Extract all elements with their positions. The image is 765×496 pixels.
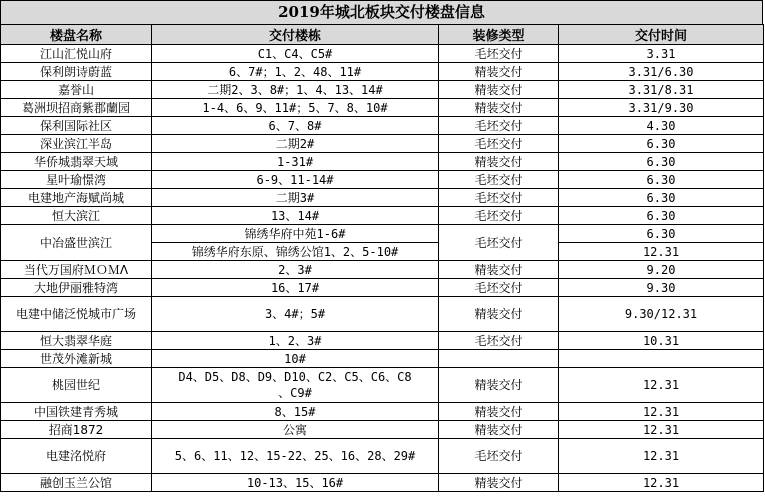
project-name: 葛洲坝招商紫郡蘭园 bbox=[1, 99, 152, 117]
table-row bbox=[1, 403, 764, 421]
table-row bbox=[1, 189, 764, 207]
date-cell: 12.31 bbox=[559, 439, 764, 474]
table-row bbox=[1, 171, 764, 189]
buildings-cell: 13、14# bbox=[152, 207, 439, 225]
date-cell: 12.31 bbox=[559, 421, 764, 439]
date-cell: 12.31 bbox=[559, 368, 764, 403]
sheet-title: 2019年城北板块交付楼盘信息 bbox=[0, 0, 763, 25]
buildings-cell: 锦绣华府东原、锦绣公馆1、2、5-10# bbox=[152, 243, 439, 261]
project-name: 深业滨江半岛 bbox=[1, 135, 152, 153]
project-name: 中冶盛世滨江 bbox=[1, 225, 152, 261]
project-name: 招商1872 bbox=[1, 421, 152, 439]
date-cell bbox=[559, 350, 764, 368]
project-name: 保利国际社区 bbox=[1, 117, 152, 135]
buildings-cell: 1-31# bbox=[152, 153, 439, 171]
date-cell: 4.30 bbox=[559, 117, 764, 135]
date-cell: 12.31 bbox=[559, 403, 764, 421]
table-row bbox=[1, 63, 764, 81]
date-cell: 3.31/6.30 bbox=[559, 63, 764, 81]
date-cell: 3.31/8.31 bbox=[559, 81, 764, 99]
project-name: 世茂外滩新城 bbox=[1, 350, 152, 368]
date-cell: 3.31 bbox=[559, 45, 764, 63]
table-row bbox=[1, 207, 764, 225]
buildings-line: 、C9# bbox=[278, 386, 312, 400]
buildings-cell: 二期2# bbox=[152, 135, 439, 153]
decoration-cell: 精装交付 bbox=[439, 63, 559, 81]
project-name: 江山汇悦山府 bbox=[1, 45, 152, 63]
buildings-cell: 16、17# bbox=[152, 279, 439, 297]
project-name: 电建洺悦府 bbox=[1, 439, 152, 474]
decoration-cell: 精装交付 bbox=[439, 261, 559, 279]
date-cell: 6.30 bbox=[559, 153, 764, 171]
decoration-cell: 精装交付 bbox=[439, 421, 559, 439]
project-name: 电建地产海赋尚城 bbox=[1, 189, 152, 207]
project-name: 中国铁建青秀城 bbox=[1, 403, 152, 421]
date-cell: 3.31/9.30 bbox=[559, 99, 764, 117]
buildings-cell: 1-4、6、9、11#；5、7、8、10# bbox=[152, 99, 439, 117]
project-name: 大地伊丽雅特湾 bbox=[1, 279, 152, 297]
header-date: 交付时间 bbox=[559, 25, 764, 45]
decoration-cell: 毛坯交付 bbox=[439, 117, 559, 135]
table-row bbox=[1, 350, 764, 368]
buildings-cell: C1、C4、C5# bbox=[152, 45, 439, 63]
table-row bbox=[1, 99, 764, 117]
delivery-table bbox=[0, 24, 764, 492]
table-row bbox=[1, 261, 764, 279]
buildings-line: D4、D5、D8、D9、D10、C2、C5、C6、C8 bbox=[178, 370, 412, 384]
buildings-cell: 10# bbox=[152, 350, 439, 368]
buildings-cell: 8、15# bbox=[152, 403, 439, 421]
decoration-cell: 毛坯交付 bbox=[439, 171, 559, 189]
table-row bbox=[1, 81, 764, 99]
decoration-cell: 毛坯交付 bbox=[439, 332, 559, 350]
buildings-cell: 3、4#；5# bbox=[152, 297, 439, 332]
buildings-cell: 6-9、11-14# bbox=[152, 171, 439, 189]
header-name: 楼盘名称 bbox=[1, 25, 152, 45]
decoration-cell: 精装交付 bbox=[439, 297, 559, 332]
project-name: 电建中储泛悦城市广场 bbox=[1, 297, 152, 332]
header-row bbox=[1, 25, 764, 45]
date-cell: 9.30 bbox=[559, 279, 764, 297]
date-cell: 6.30 bbox=[559, 135, 764, 153]
buildings-cell: 二期3# bbox=[152, 189, 439, 207]
buildings-cell: 2、3# bbox=[152, 261, 439, 279]
decoration-cell: 精装交付 bbox=[439, 99, 559, 117]
buildings-cell: 锦绣华府中苑1-6# bbox=[152, 225, 439, 243]
date-cell: 6.30 bbox=[559, 171, 764, 189]
decoration-cell: 精装交付 bbox=[439, 474, 559, 492]
decoration-cell: 毛坯交付 bbox=[439, 225, 559, 261]
buildings-cell: 10-13、15、16# bbox=[152, 474, 439, 492]
decoration-cell: 毛坯交付 bbox=[439, 45, 559, 63]
table-row bbox=[1, 368, 764, 403]
table-row bbox=[1, 135, 764, 153]
decoration-cell: 精装交付 bbox=[439, 368, 559, 403]
table-row bbox=[1, 279, 764, 297]
header-decoration: 装修类型 bbox=[439, 25, 559, 45]
decoration-cell: 毛坯交付 bbox=[439, 279, 559, 297]
project-name: 桃园世纪 bbox=[1, 368, 152, 403]
date-cell: 6.30 bbox=[559, 189, 764, 207]
table-row bbox=[1, 225, 764, 243]
table-row bbox=[1, 297, 764, 332]
project-name: 星叶瑜憬湾 bbox=[1, 171, 152, 189]
buildings-cell: 6、7、8# bbox=[152, 117, 439, 135]
date-cell: 6.30 bbox=[559, 207, 764, 225]
buildings-cell: 二期2、3、8#；1、4、13、14# bbox=[152, 81, 439, 99]
date-cell: 12.31 bbox=[559, 243, 764, 261]
date-cell: 6.30 bbox=[559, 225, 764, 243]
decoration-cell bbox=[439, 350, 559, 368]
date-cell: 12.31 bbox=[559, 474, 764, 492]
table-row bbox=[1, 421, 764, 439]
decoration-cell: 毛坯交付 bbox=[439, 189, 559, 207]
decoration-cell: 毛坯交付 bbox=[439, 135, 559, 153]
table-row bbox=[1, 153, 764, 171]
decoration-cell: 毛坯交付 bbox=[439, 207, 559, 225]
table-row bbox=[1, 332, 764, 350]
project-name: 嘉誉山 bbox=[1, 81, 152, 99]
project-name: 保利朗诗蔚蓝 bbox=[1, 63, 152, 81]
buildings-cell: 公寓 bbox=[152, 421, 439, 439]
buildings-cell: 6、7#；1、2、48、11# bbox=[152, 63, 439, 81]
decoration-cell: 毛坯交付 bbox=[439, 439, 559, 474]
buildings-cell: 5、6、11、12、15-22、25、16、28、29# bbox=[152, 439, 439, 474]
buildings-cell: 1、2、3# bbox=[152, 332, 439, 350]
table-row bbox=[1, 439, 764, 474]
table-row bbox=[1, 117, 764, 135]
project-name: 融创玉兰公馆 bbox=[1, 474, 152, 492]
table-row bbox=[1, 474, 764, 492]
date-cell: 9.20 bbox=[559, 261, 764, 279]
buildings-cell bbox=[152, 368, 439, 403]
project-name: 当代万国府ＭＯＭΛ bbox=[1, 261, 152, 279]
project-name: 华侨城翡翠天域 bbox=[1, 153, 152, 171]
table-row bbox=[1, 45, 764, 63]
header-buildings: 交付楼栋 bbox=[152, 25, 439, 45]
date-cell: 9.30/12.31 bbox=[559, 297, 764, 332]
project-name: 恒大翡翠华庭 bbox=[1, 332, 152, 350]
decoration-cell: 精装交付 bbox=[439, 81, 559, 99]
project-name: 恒大滨江 bbox=[1, 207, 152, 225]
date-cell: 10.31 bbox=[559, 332, 764, 350]
decoration-cell: 精装交付 bbox=[439, 153, 559, 171]
decoration-cell: 精装交付 bbox=[439, 403, 559, 421]
